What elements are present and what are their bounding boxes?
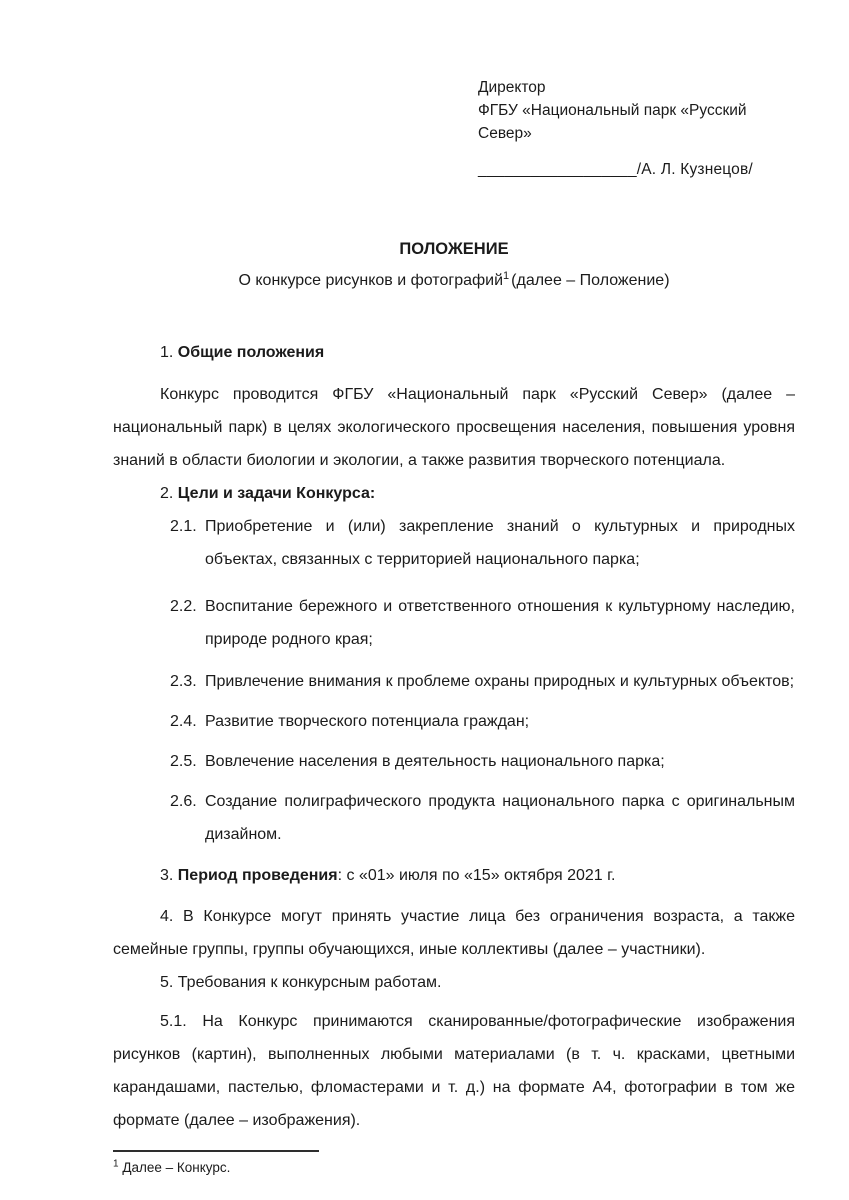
list-item-text: Приобретение и (или) закрепление знаний о культурных и природных объектах, связанных с территорией национального парка; — [205, 518, 795, 568]
footnote-ref-marker: 1 — [503, 269, 510, 282]
list-item-2-4 — [170, 705, 795, 738]
signature-line: __________________/А. Л. Кузнецов/ — [478, 161, 753, 178]
list-item-text: Привлечение внимания к проблеме охраны природных и культурных объектов; — [205, 673, 795, 690]
list-item-text: Создание полиграфического продукта национального парка с оригинальным дизайном. — [205, 793, 795, 843]
document-subtitle — [113, 269, 795, 290]
list-item-text: Вовлечение населения в деятельность национального парка; — [205, 753, 665, 770]
section-number: 1. — [160, 344, 178, 361]
subtitle-text: О конкурсе рисунков и фотографий — [238, 272, 504, 289]
paragraph-requirements-detail: 5.1. На Конкурс принимаются сканированные/фотографические изображения рисунков (картин), выполненных любыми материалами (в т. ч. красками, цветными карандашами, пастелью, фломастерами и т. д.) на формате А4, фотографии в том же формате (далее – изображения). — [113, 1013, 795, 1129]
list-item-text: Воспитание бережного и ответственного отношения к культурному наследию, природе родного края; — [205, 598, 795, 648]
list-item-number: 2.4. — [170, 713, 197, 730]
approval-line-1: Директор — [478, 79, 546, 96]
list-item-2-1 — [170, 510, 795, 576]
section-number: 3. — [160, 867, 178, 884]
footnote-text: Далее – Конкурс. — [122, 1160, 231, 1175]
list-item-number: 2.6. — [170, 793, 197, 810]
paragraph-participants: 4. В Конкурсе могут принять участие лица без ограничения возраста, а также семейные группы, группы обучающихся, иные коллективы (далее – участники). — [113, 908, 795, 958]
list-item-2-5 — [170, 745, 795, 778]
section-heading-1 — [113, 336, 795, 369]
list-item-2-3 — [170, 665, 795, 698]
list-item-number: 2.1. — [170, 518, 197, 535]
approval-line-2: ФГБУ «Национальный парк «Русский — [478, 102, 747, 119]
section-heading-rest: : с «01» июля по «15» октября 2021 г. — [337, 867, 616, 884]
subtitle-tail: (далее – Положение) — [511, 272, 670, 289]
section-heading-text: Период проведения — [177, 867, 338, 884]
list-item-text: Развитие творческого потенциала граждан; — [205, 713, 530, 730]
section-heading-text: Цели и задачи Конкурса: — [177, 485, 376, 502]
list-item-number: 2.3. — [170, 673, 197, 690]
list-item-2-2 — [170, 590, 795, 656]
section-heading-3 — [113, 859, 795, 892]
approval-block — [478, 76, 753, 181]
document-body — [113, 336, 795, 1137]
footnote — [113, 1159, 673, 1176]
list-item-2-6 — [170, 785, 795, 851]
approval-line-3: Север» — [478, 125, 532, 142]
document-title: ПОЛОЖЕНИЕ — [399, 240, 509, 258]
section-heading-2 — [113, 477, 795, 510]
footnote-separator — [113, 1150, 319, 1152]
section-number: 2. — [160, 485, 178, 502]
paragraph-requirements-title: 5. Требования к конкурсным работам. — [160, 974, 442, 991]
section-heading-text: Общие положения — [177, 344, 325, 361]
footnote-number: 1 — [113, 1158, 119, 1170]
list-item-number: 2.5. — [170, 753, 197, 770]
paragraph-general: Конкурс проводится ФГБУ «Национальный парк «Русский Север» (далее – национальный парк) в целях экологического просвещения населения, повышения уровня знаний в области биологии и экологии, а также развития творческого потенциала. — [113, 386, 795, 469]
list-item-number: 2.2. — [170, 598, 197, 615]
